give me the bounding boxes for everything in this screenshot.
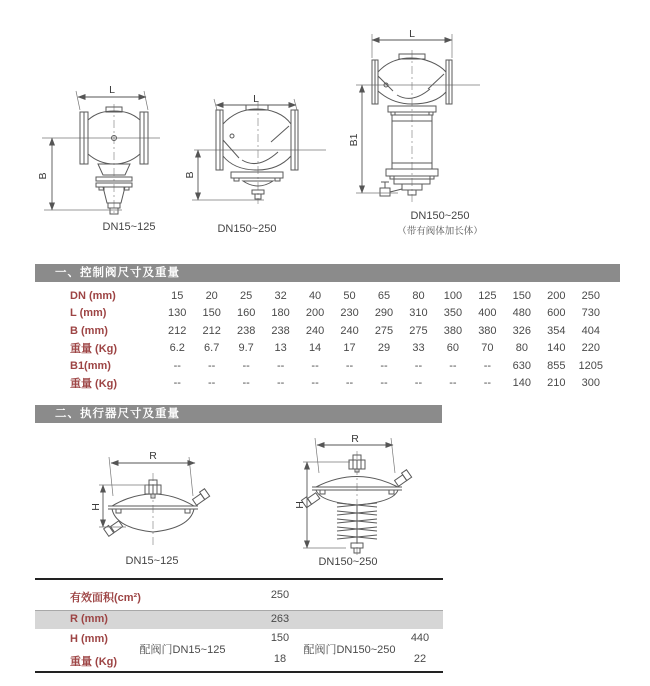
cell: -- [414,359,423,372]
cell: 275 [374,324,394,337]
cell: 240 [305,324,325,337]
cell: 855 [547,359,566,372]
valve-small-caption: DN15~125 [102,221,156,233]
cell: 200 [305,307,325,320]
cell: 14 [308,342,322,355]
cell: 212 [202,324,221,337]
cell: 33 [412,342,425,355]
cell: -- [208,359,216,372]
cell: 20 [205,289,218,302]
section1-header: 一、控制阀尺寸及重量 [35,264,620,282]
cell: 50 [343,289,356,302]
cell: 238 [236,324,256,337]
row-label: H (mm) [70,633,108,645]
cell: 480 [512,307,532,320]
cell: 730 [581,307,600,320]
row-label: R (mm) [70,613,108,625]
cell: 6.2 [169,342,185,355]
section2-header: 二、执行器尺寸及重量 [35,405,442,423]
actuator-table [35,578,443,673]
cell: -- [173,359,181,372]
cell: -- [414,377,423,390]
row-label: 有效面积(cm²) [70,592,141,604]
cell: 80 [515,342,528,355]
valve-extended-drawing [350,28,518,208]
cell: 240 [340,324,359,337]
cell: -- [380,377,388,390]
cell: -- [449,377,457,390]
cell: -- [483,359,492,372]
row-label: 重量 (Kg) [70,656,118,668]
cell: 290 [374,307,394,320]
valve-extended-subcaption: （带有阀体加长体） [397,226,483,237]
cell: 210 [547,377,566,390]
dim-label-B1: B1 [348,133,360,147]
dim-label-B: B [184,171,196,179]
group-label-small-valves: 配阀门DN15~125 [139,644,226,656]
cell: 32 [274,289,287,302]
cell: 400 [478,307,497,320]
table-row [40,305,608,323]
dim-label-L: L [109,84,115,96]
cell: 60 [446,342,460,355]
cell: -- [242,377,250,390]
table-row [40,287,608,305]
cell: 350 [443,307,463,320]
row-label: L (mm) [70,307,107,320]
cell: -- [483,377,492,390]
h-and-weight-rows [35,629,443,671]
row-label: DN (mm) [70,289,116,302]
dim-label-R: R [149,450,157,462]
actuator-large-caption: DN150~250 [318,556,378,568]
dim-label-H: H [90,503,102,511]
r-dimension-row [35,611,443,629]
cell: 140 [547,342,566,355]
table-row [40,340,608,358]
cell: 250 [270,589,290,601]
cell: 404 [581,324,600,337]
row-label: B1(mm) [70,359,111,372]
cell: 160 [236,307,256,320]
actuator-small-caption: DN15~125 [125,555,179,567]
cell: 212 [168,324,187,337]
table-row [40,357,608,375]
row-label: 重量 (Kg) [70,343,118,356]
group-label-large-valves: 配阀门DN150~250 [303,644,396,656]
air-connector-icon [191,489,209,506]
dim-label-B: B [37,172,49,180]
air-connector-icon [104,519,123,536]
actuator-small-drawing [90,447,214,555]
cell: 310 [409,307,428,320]
table-row [40,322,608,340]
cell: 150 [202,307,221,320]
cell: 200 [547,289,566,302]
cell: 9.7 [238,342,254,355]
valve-large-drawing [186,94,344,214]
dim-label-H: H [294,501,306,509]
cell: -- [345,377,354,390]
cell: 22 [413,653,427,665]
valve-large-caption: DN150~250 [217,223,277,235]
air-connector-icon [393,470,411,487]
cell: 238 [271,324,290,337]
cell: 275 [409,324,428,337]
cell: 18 [273,653,287,665]
cell: 600 [547,307,566,320]
cell: 15 [171,289,184,302]
cell: 630 [512,359,532,372]
cell: 380 [443,324,463,337]
cell: -- [345,359,354,372]
cell: 1205 [578,359,603,372]
cell: 180 [271,307,290,320]
table-row [40,375,608,393]
cell: 80 [412,289,425,302]
cell: 150 [512,289,532,302]
cell: 29 [377,342,391,355]
cell: 40 [308,289,322,302]
cell: -- [276,377,285,390]
cell: -- [311,359,319,372]
control-valve-table [40,287,608,392]
cell: 125 [478,289,497,302]
cell: -- [208,377,216,390]
row-label: B (mm) [70,324,108,337]
cell: -- [276,359,285,372]
cell: 100 [443,289,463,302]
cell: 140 [512,377,532,390]
valve-extended-caption: DN150~250 [410,210,470,222]
cell: 130 [168,307,187,320]
dim-label-R: R [351,433,359,445]
cell: 220 [581,342,600,355]
cell: 70 [481,342,494,355]
cell: -- [173,377,181,390]
cell: 25 [240,289,253,302]
cell: 65 [377,289,391,302]
cell: -- [242,359,250,372]
cell: 250 [581,289,600,302]
cell: 263 [270,613,290,625]
effective-area-row [35,580,443,611]
row-label: 重量 (Kg) [70,378,118,391]
cell: 150 [270,632,290,644]
cell: 326 [512,324,532,337]
cell: 380 [478,324,497,337]
dim-label-L: L [409,28,415,40]
cell: 17 [343,342,356,355]
cell: 300 [581,377,600,390]
cell: -- [311,377,319,390]
valve-small-drawing [36,82,188,220]
cell: 13 [274,342,287,355]
cell: -- [449,359,457,372]
cell: 354 [547,324,566,337]
actuator-large-drawing [294,433,418,559]
dim-label-L: L [253,93,259,105]
cell: 230 [340,307,359,320]
cell: 6.7 [204,342,220,355]
cell: -- [380,359,388,372]
cell: 440 [410,632,430,644]
